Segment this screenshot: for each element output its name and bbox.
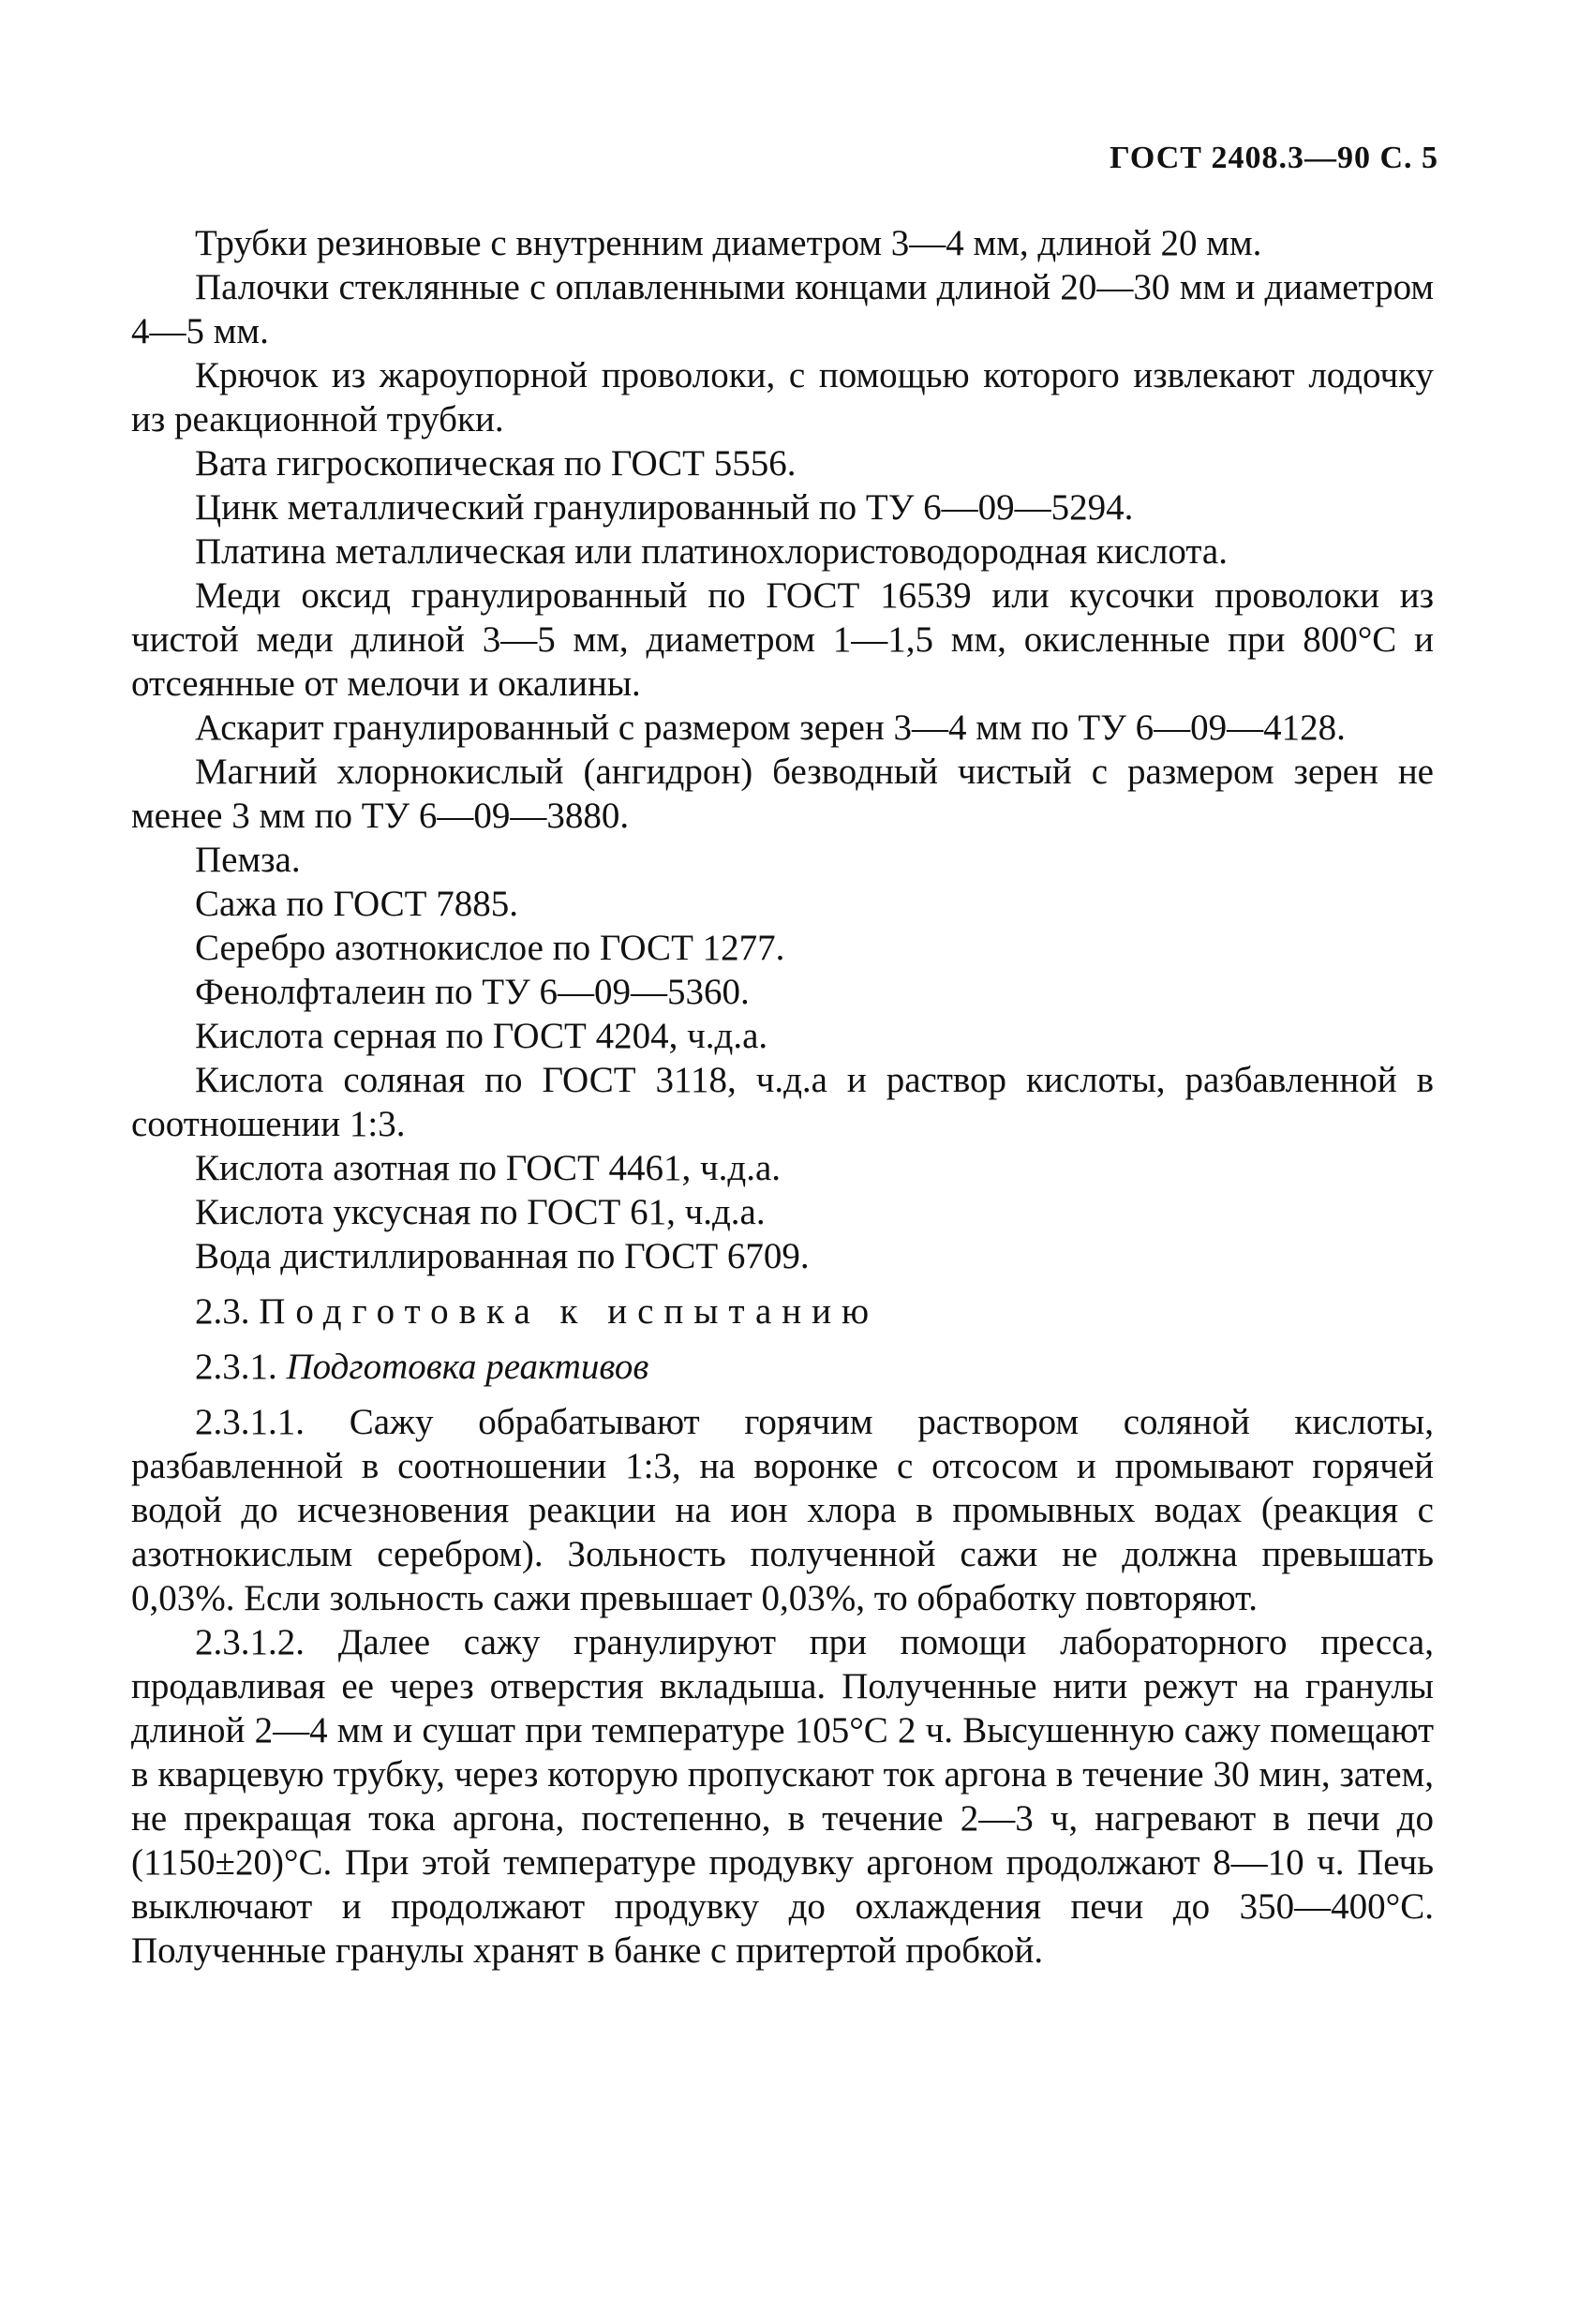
- material-item: Трубки резиновые с внутренним диаметром 3—4 мм, длиной 20 мм.: [195, 223, 1262, 263]
- material-item: Меди оксид гранулированный по ГОСТ 16539 или кусочки проволоки из чистой меди длиной 3—5 мм, диаметром 1—1,5 мм, окисленные при 800°С и отсеянные от мелочи и окалины.: [131, 575, 1434, 704]
- section-number: 2.3.: [195, 1291, 250, 1332]
- material-item: Вода дистиллированная по ГОСТ 6709.: [195, 1236, 810, 1276]
- material-item: Кислота уксусная по ГОСТ 61, ч.д.а.: [195, 1192, 766, 1232]
- material-item: Магний хлорнокислый (ангидрон) безводный чистый с размером зерен не менее 3 мм по ТУ 6—09—3880.: [131, 752, 1434, 836]
- material-item: Вата гигроскопическая по ГОСТ 5556.: [195, 443, 797, 484]
- page-header: ГОСТ 2408.3—90 С. 5: [1110, 141, 1438, 175]
- paragraph: 2.3.1.1. Сажу обрабатывают горячим раствором соляной кислоты, разбавленной в соотношении 1:3, на воронке с отсосом и промывают горячей водой до исчезновения реакции на ион хлора в промывных водах (реакция с азотнокислым серебром). Зольность полученной сажи не должна превышать 0,03%. Если зольность сажи превышает 0,03%, то обработку повторяют.: [131, 1402, 1434, 1618]
- paragraph: 2.3.1.2. Далее сажу гранулируют при помощи лабораторного пресса, продавливая ее через отверстия вкладыша. Полученные нити режут на гранулы длиной 2—4 мм и сушат при температуре 105°С 2 ч. Высушенную сажу помещают в кварцевую трубку, через которую пропускают ток аргона в течение 30 мин, затем, не прекращая тока аргона, постепенно, в течение 2—3 ч, нагревают в печи до (1150±20)°С. При этой температуре продувку аргоном продолжают 8—10 ч. Печь выключают и продолжают продувку до охлаждения печи до 350—400°С. Полученные гранулы хранят в банке с притертой пробкой.: [131, 1622, 1434, 1971]
- subsection-title: Подготовка реактивов: [286, 1347, 649, 1387]
- material-item: Пемза.: [195, 840, 301, 880]
- document-body: [131, 221, 1434, 1973]
- section-heading: [131, 1289, 1434, 1333]
- material-item: Кислота азотная по ГОСТ 4461, ч.д.а.: [195, 1148, 782, 1188]
- material-item: Кислота соляная по ГОСТ 3118, ч.д.а и раствор кислоты, разбавленной в соотношении 1:3.: [131, 1060, 1434, 1144]
- material-item: Кислота серная по ГОСТ 4204, ч.д.а.: [195, 1016, 768, 1056]
- material-item: Серебро азотнокислое по ГОСТ 1277.: [195, 928, 785, 968]
- subsection-heading: [131, 1345, 1434, 1389]
- material-item: Платина металлическая или платинохлористоводородная кислота.: [195, 531, 1228, 572]
- material-item: Крючок из жароупорной проволоки, с помощью которого извлекают лодочку из реакционной трубки.: [131, 355, 1434, 439]
- subsection-number: 2.3.1.: [195, 1347, 277, 1387]
- material-item: Цинк металлический гранулированный по ТУ 6—09—5294.: [195, 487, 1134, 528]
- material-item: Палочки стеклянные с оплавленными концами длиной 20—30 мм и диаметром 4—5 мм.: [131, 267, 1434, 351]
- material-item: Сажа по ГОСТ 7885.: [195, 884, 519, 924]
- section-title: Подготовка к испытанию: [259, 1291, 880, 1332]
- material-item: Аскарит гранулированный с размером зерен 3—4 мм по ТУ 6—09—4128.: [195, 708, 1346, 748]
- material-item: Фенолфталеин по ТУ 6—09—5360.: [195, 972, 750, 1012]
